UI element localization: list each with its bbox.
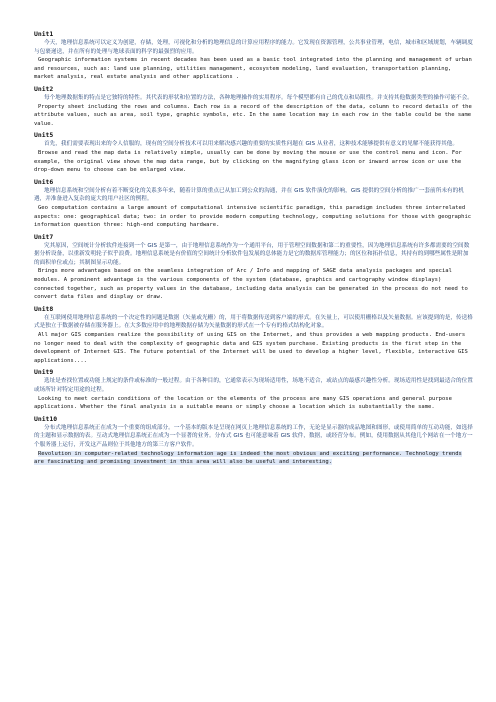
chinese-paragraph: 究其原因，空间统计分析软件连接到一个 GIS 是第一，由于地理信息系统作为一个通用平台，用于管理空间数据和第二的重要性，因为地理信息系统有许多都需要的空间数据分析设备，以重新发明轮子似乎浪费。地理信息系统是有价值的空间统计分析软件包发展的总体能力是它的数据库管理能力；的区位和拓扑信息，其持有的到哪些属性是附加的面积单位或点；其制图显示功能。 (34, 242, 470, 266)
unit-section (34, 30, 474, 82)
english-paragraph: Browse and read the map data is relatively simple, usually can be done by moving the mouse or use the control menu and icon. For example, the original view shows the map data range, but by clicking on the magnifying glass icon or inward arrow icon or use the drop-down menu to choose can be enlarged view. (34, 149, 462, 174)
unit-title: Unit8 (34, 304, 54, 313)
unit-section (34, 368, 474, 411)
english-paragraph: Property sheet including the rows and columns. Each row is a record of the description of the data, column to record details of the attribute values, such as area, soil type, graphic symbols, etc. In the same location may in each row in the table could be the same value. (34, 103, 472, 127)
unit-title: Unit9 (34, 368, 54, 377)
chinese-paragraph: 每个地理数据集的特点是它独特的特性。其代表的形状和位置的方法，各种地理操作的实用程序。每个模型都有自己的优点和局限性。并支持其他数据类型的操作可能不会。 (44, 94, 473, 101)
english-paragraph: Brings more advantages based on the seamless integration of Arc / Info and mapping of SAGE data analysis packages and special modules. A prominent advantage is the various components of the system (database, graphics and cartography window displays) connected together, such as property values in the database, including data analysis can be generated in the process do not need to convert data files and display or draw. (34, 268, 468, 301)
unit-title: Unit2 (34, 84, 54, 93)
unit-section (34, 233, 474, 302)
unit-title: Unit1 (34, 30, 54, 38)
unit-title: Unit10 (34, 414, 58, 423)
chinese-paragraph: 首先，我们需要表现出来的令人信服的，现有的空间分析技术可以用来解决感兴趣的重要的实质性问题在 GIS 从业者，这种技术能够提供有意义的见解不能获得其他。 (44, 141, 459, 148)
unit-section (34, 178, 474, 230)
highlighted-text: Revolution in computer-related technology information age is indeed the most obvious and exciting performance. Technology trends are fascinating and promising investment in this area will also be useful and interesting. (34, 450, 462, 466)
unit-section (34, 131, 474, 174)
unit-title: Unit7 (34, 232, 54, 241)
chinese-paragraph: 在互联网使用地理信息系统的一个决定性的问题是数据（矢量或光栅）的，用于将数据传送到客户端的形式。在矢量上，可以使用栅格以及矢量数据。应该提到的是，传送格式是独立于数据被存储在服务器上。在大多数应用中的地理数据存储为矢量数据的形式在一个专有的格式结构化对象。 (34, 314, 473, 330)
chinese-paragraph: 选址是查找位置或功能上规定的条件或标准的一般过程。由于各种目的，它通常表示为现场适用性，场地不适合，或站点的最感兴趣性分析。现场适用性是找到最适合的位置或场所针对特定用途的过程。 (34, 378, 473, 393)
english-paragraph (34, 450, 474, 467)
english-paragraph: Geo computation contains a large amount of computational intensive scientific paradigm, this paradigm includes three interrelated aspects: one: geographical data; two: in order to provide modern computing technology, computing solutions for those with geographic information question three: high-end computing hardware. (34, 204, 472, 229)
english-paragraph: Geographic information systems in recent decades has been used as a basic tool integrated into the planning and management of urban and resources, such as: land use planning, utilities management, ecosystem modeling, land evaluation, transportation planning, market analysis, real estate analysis and other applications . (34, 57, 472, 81)
chinese-paragraph: 地理信息系统和空间分析有着不断变化的关系多年来，随着计算的重点已从加工到公众的沟通，并在 GIS 软件演化的影响，GIS 提供的空间分析的推广一套前所未有的机遇，并准备进入复杂的庞大的用户社区的例程。 (34, 187, 464, 203)
english-paragraph: All major GIS companies realize the possibility of using GIS on the Internet, and thus provides a web mapping products. End-users no longer need to deal with the complexity of geographic data and GIS system purchase. Existing products is the first step in the development of Internet GIS. The future potential of the Internet will be used to develop a higher level, flexible, interactive GIS applications.... (34, 332, 468, 364)
unit-section (34, 305, 474, 366)
english-paragraph: Looking to meet certain conditions of the location or the elements of the process are many GIS operations and general purpose applications. Whether the final analysis is a suitable means or simply choose a location which is substantially the same. (34, 395, 452, 411)
unit-title: Unit5 (34, 131, 54, 140)
chinese-paragraph: 分布式地理信息系统正在成为一个重要的组成部分。一个基本的版本是呈现在网页上地理信息系统的工作，无论是显示器的成品地图和图形，或使用简单的互动功能，如选择的主题和显示数据的表。互动式地理信息系统正在成为一个显著的业务。分布式 GIS 也可能意味着 GIS 软件，数据，或经营分布。例如，使用数据从其他几个网站在一个地方一个服务器上运行，开发这产品则位于其他地方的第三方客户软件。 (34, 424, 473, 448)
unit-section (34, 85, 474, 128)
unit-section (34, 415, 474, 467)
chinese-paragraph: 今天，地理信息系统可以定义为创建，存储，处理，可视化和分析的地理信息的计算应用程序的能力。它发现在资源管理，公共事业管理，电信，城市和区域规划，车辆调度与包裹递送，并在所有的处理与地球表面的科学的最强烈的应用。 (34, 40, 473, 55)
unit-title: Unit6 (34, 177, 54, 186)
